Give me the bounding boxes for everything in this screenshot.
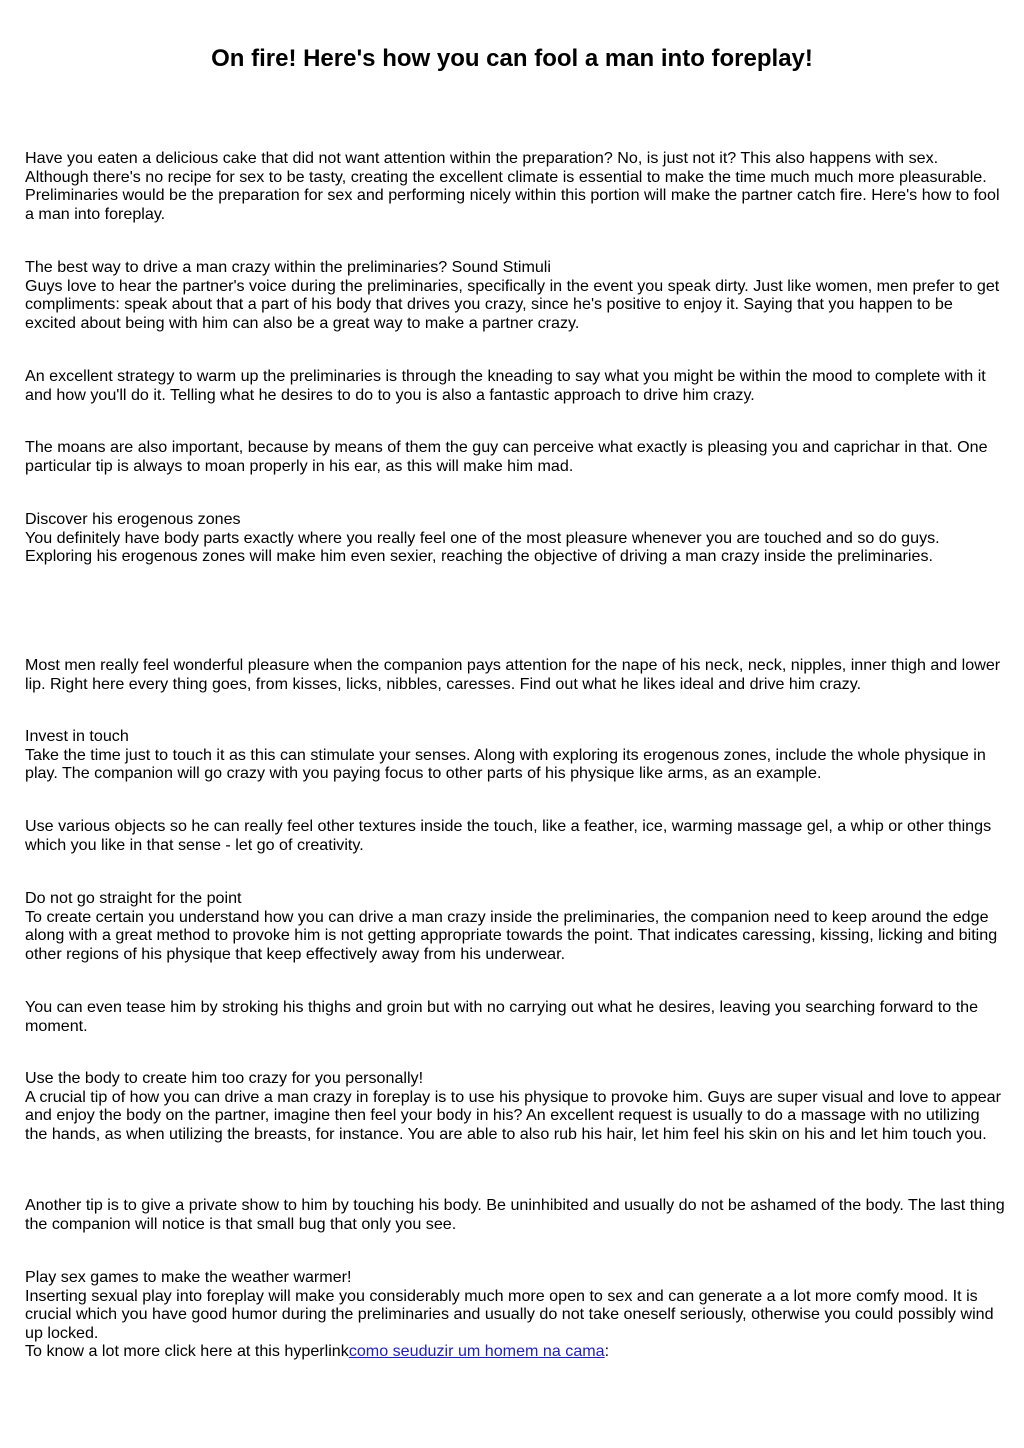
paragraph-tease (25, 998, 1005, 1035)
paragraph-text: Inserting sexual play into foreplay will make you considerably much more open to sex and can generate a a lot more comfy mood. It is crucial which you have good humor during the preliminaries and usually do not take oneself seriously, otherwise you could possibly wind up locked. (25, 1286, 994, 1342)
paragraph-sound-stimuli (25, 258, 1005, 332)
section-heading: The best way to drive a man crazy within the preliminaries? Sound Stimuli (25, 258, 551, 276)
paragraph-sex-games (25, 1268, 1005, 1361)
paragraph-pleasure-points (25, 656, 1005, 693)
section-heading: Use the body to create him too crazy for you personally! (25, 1069, 424, 1087)
paragraph-objects (25, 817, 1005, 854)
section-heading: Play sex games to make the weather warmer! (25, 1268, 352, 1286)
paragraph-text: You can even tease him by stroking his thighs and groin but with no carrying out what he desires, leaving you searching forward to the moment. (25, 998, 979, 1035)
closing-line (25, 1342, 1005, 1361)
paragraph-use-the-body (25, 1069, 1005, 1143)
closing-text: To know a lot more click here at this hyperlink (25, 1342, 349, 1361)
paragraph-not-straight (25, 889, 1005, 963)
paragraph-text: Most men really feel wonderful pleasure when the companion pays attention for the nape of his neck, neck, nipples, inner thigh and lower lip. Right here every thing goes, from kisses, licks, nibbles, caresses. Find out what he likes ideal and drive him crazy. (25, 656, 1001, 693)
paragraph-moans (25, 438, 1005, 475)
paragraph-text: You definitely have body parts exactly where you really feel one of the most pleasure whenever you are touched and so do guys. Exploring his erogenous zones will make him even sexier, reaching the objective of driving a man crazy inside the preliminaries. (25, 528, 940, 566)
paragraph-invest-in-touch (25, 727, 1005, 783)
page-title: On fire! Here's how you can fool a man into foreplay! (211, 45, 813, 72)
paragraph-text: The moans are also important, because by means of them the guy can perceive what exactly is pleasing you and caprichar in that. One particular tip is always to moan properly in his ear, as this will make him mad. (25, 438, 988, 475)
section-heading: Do not go straight for the point (25, 889, 242, 907)
paragraph-text: To create certain you understand how you can drive a man crazy inside the preliminaries, the companion need to keep around the edge along with a great method to provoke him is not getting appropriate towards the point. That indicates caressing, kissing, licking and biting other regions of his physique that keep effectively away from his underwear. (25, 907, 998, 963)
paragraph-text: A crucial tip of how you can drive a man crazy in foreplay is to use his physique to provoke him. Guys are super visual and love to appear and enjoy the body on the partner, imagine then feel your body in his? An excellent request is usually to do a massage with no utilizing the hands, as when utilizing the breasts, for instance. You are able to also rub his hair, let him feel his skin on his and let him touch you. (25, 1087, 1001, 1143)
paragraph-kneading (25, 367, 1005, 404)
paragraph-text: Use various objects so he can really feel other textures inside the touch, like a feather, ice, warming massage gel, a whip or other things which you like in that sense - let go of creativity. (25, 817, 992, 854)
paragraph-text: An excellent strategy to warm up the preliminaries is through the kneading to say what you might be within the mood to complete with it and how you'll do it. Telling what he desires to do to you is also a fantastic approach to drive him crazy. (25, 367, 986, 404)
paragraph-text: Have you eaten a delicious cake that did not want attention within the preparation? No, is just not it? This also happens with sex. Although there's no recipe for sex to be tasty, creating the excellent climate is essential to make the time much much more pleasurable. Preliminaries would be the preparation for sex and performing nicely within this portion will make the partner catch fire. Here's how to fool a man into foreplay. (25, 149, 1000, 223)
closing-punctuation: : (604, 1342, 610, 1361)
section-heading: Discover his erogenous zones (25, 510, 241, 528)
hyperlink-como-seduzir[interactable]: como seuduzir um homem na cama (348, 1342, 605, 1361)
paragraph-erogenous-zones (25, 510, 1005, 566)
paragraph-text: Another tip is to give a private show to him by touching his body. Be uninhibited and usually do not be ashamed of the body. The last thing the companion will notice is that small bug that only you see. (25, 1196, 1005, 1233)
paragraph-private-show (25, 1196, 1005, 1233)
paragraph-intro (25, 149, 1005, 223)
paragraph-text: Guys love to hear the partner's voice during the preliminaries, specifically in the event you speak dirty. Just like women, men prefer to get compliments: speak about that a part of his body that drives you crazy, since he's positive to enjoy it. Saying that you happen to be excited about being with him can also be a great way to make a partner crazy. (25, 276, 1000, 332)
paragraph-text: Take the time just to touch it as this can stimulate your senses. Along with exploring its erogenous zones, include the whole physique in play. The companion will go crazy with you paying focus to other parts of his physique like arms, as an example. (25, 745, 986, 783)
section-heading: Invest in touch (25, 727, 129, 745)
